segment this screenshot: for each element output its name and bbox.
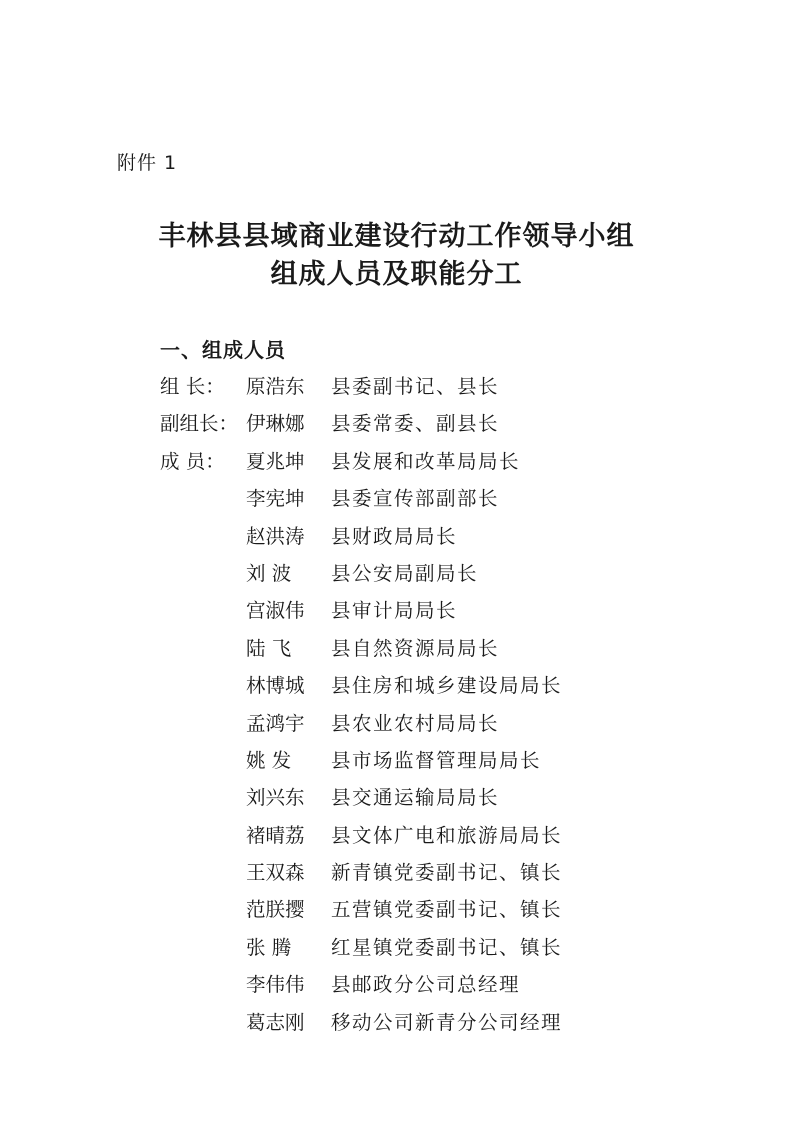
member-name: 张 腾	[246, 935, 292, 959]
member-row	[0, 519, 793, 556]
member-position: 县文体广电和旅游局局长	[331, 823, 563, 847]
member-position: 县公安局副局长	[331, 561, 479, 585]
member-name: 葛志刚	[246, 1010, 305, 1034]
member-position: 新青镇党委副书记、镇长	[331, 861, 563, 885]
member-position: 县邮政分公司总经理	[331, 973, 521, 997]
member-name: 李宪坤	[246, 487, 305, 511]
member-row	[0, 930, 793, 967]
member-position: 县交通运输局局长	[331, 786, 500, 810]
member-name: 褚晴荔	[246, 823, 305, 847]
member-row	[0, 631, 793, 668]
member-row	[0, 706, 793, 743]
member-name: 林博城	[246, 674, 305, 698]
member-role: 成 员：	[160, 449, 225, 473]
document-title-line-1: 丰林县县域商业建设行动工作领导小组	[158, 221, 635, 252]
member-position: 五营镇党委副书记、镇长	[331, 898, 563, 922]
member-name: 范朕撄	[246, 898, 305, 922]
member-position: 县住房和城乡建设局局长	[331, 674, 563, 698]
member-list	[0, 369, 793, 1042]
member-position: 县委副书记、县长	[331, 375, 500, 398]
document-title-line-2: 组成人员及职能分工	[270, 259, 523, 290]
member-position: 县发展和改革局局长	[331, 449, 521, 473]
member-row	[0, 892, 793, 929]
member-position: 红星镇党委副书记、镇长	[331, 935, 563, 959]
member-name: 原浩东	[246, 375, 305, 398]
member-name: 姚 发	[246, 748, 292, 772]
member-position: 县委常委、副县长	[331, 412, 500, 436]
member-row	[0, 1005, 793, 1042]
member-position: 县委宣传部副部长	[331, 487, 500, 511]
section-heading: 一、组成人员	[160, 338, 286, 362]
member-name: 刘兴东	[246, 786, 305, 810]
member-name: 陆 飞	[246, 636, 292, 660]
member-position: 县审计局局长	[331, 599, 458, 623]
member-row	[0, 780, 793, 817]
member-name: 孟鸿宇	[246, 711, 305, 735]
member-row	[0, 406, 793, 443]
member-role: 副组长：	[160, 412, 239, 436]
member-row	[0, 967, 793, 1004]
member-row	[0, 481, 793, 518]
member-position: 县财政局局长	[331, 524, 458, 548]
member-name: 宫淑伟	[246, 599, 305, 623]
member-row	[0, 444, 793, 481]
member-name: 刘 波	[246, 561, 292, 585]
member-row	[0, 668, 793, 705]
member-row	[0, 369, 793, 406]
member-name: 夏兆坤	[246, 449, 305, 473]
member-name: 伊琳娜	[246, 412, 305, 436]
member-position: 移动公司新青分公司经理	[331, 1010, 563, 1034]
member-row	[0, 556, 793, 593]
member-row	[0, 818, 793, 855]
member-position: 县市场监督管理局局长	[331, 748, 542, 772]
member-row	[0, 593, 793, 630]
member-position: 县农业农村局局长	[331, 711, 500, 735]
member-position: 县自然资源局局长	[331, 636, 500, 660]
attachment-label: 附件 1	[117, 152, 178, 174]
member-name: 赵洪涛	[246, 524, 305, 548]
member-role: 组 长：	[160, 375, 225, 398]
member-row	[0, 855, 793, 892]
member-name: 李伟伟	[246, 973, 305, 997]
member-name: 王双森	[246, 861, 305, 885]
member-row	[0, 743, 793, 780]
